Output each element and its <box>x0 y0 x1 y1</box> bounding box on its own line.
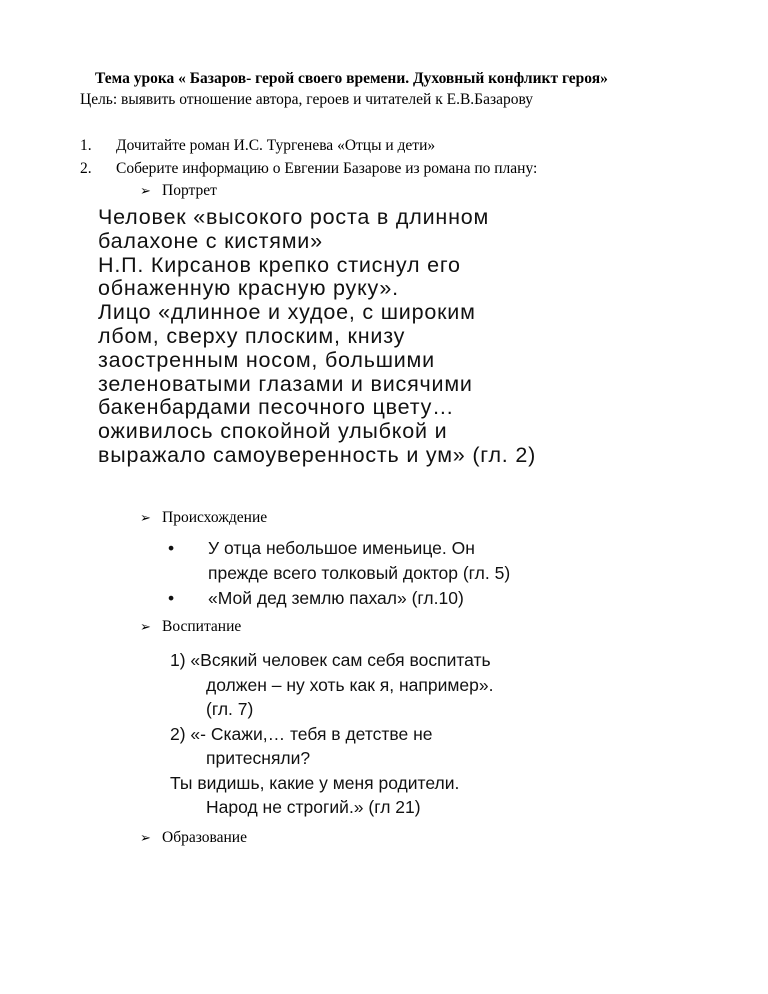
section-schooling-heading <box>140 829 247 847</box>
item-line: У отца небольшое именьице. Он <box>208 538 475 558</box>
quote-line: притесняли? <box>206 748 311 768</box>
arrowhead-bullet-icon: ➢ <box>140 183 151 198</box>
arrowhead-bullet-icon: ➢ <box>140 830 151 845</box>
quote-line: оживилось спокойной улыбкой и <box>98 419 448 444</box>
portrait-quote <box>98 206 536 468</box>
task-text: Дочитайте роман И.С. Тургенева «Отцы и дети» <box>116 137 436 154</box>
quote-line: зеленоватыми глазами и висячими <box>98 371 473 396</box>
quote-line: Народ не строгий.» (гл 21) <box>206 797 421 817</box>
item-line: «Мой дед землю пахал» (гл.10) <box>208 588 464 608</box>
task-number: 1. <box>80 137 92 154</box>
quote-line: Ты видишь, какие у меня родители. <box>170 772 460 793</box>
task-1 <box>80 137 435 155</box>
list-item <box>168 586 510 611</box>
quote-line: Н.П. Кирсанов крепко стиснул его <box>98 252 461 277</box>
task-number: 2. <box>80 160 92 177</box>
section-portrait-heading <box>140 182 217 200</box>
task-text: Соберите информацию о Евгении Базарове из романа по плану: <box>116 160 538 177</box>
origin-quote <box>168 536 510 611</box>
quote-line: лбом, сверху плоским, книзу <box>98 323 406 348</box>
quote-line: 2) «- Скажи,… тебя в детстве не <box>170 723 433 744</box>
quote-line: заостренным носом, большими <box>98 347 435 372</box>
section-label: Происхождение <box>162 509 268 526</box>
arrowhead-bullet-icon: ➢ <box>140 510 151 525</box>
item-line: прежде всего толковый доктор (гл. 5) <box>208 563 511 583</box>
bullet-dot-icon: • <box>168 538 175 558</box>
section-label: Образование <box>162 829 247 846</box>
list-item <box>168 536 510 561</box>
bullet-dot-icon: • <box>168 588 175 608</box>
quote-line: Человек «высокого роста в длинном <box>98 205 490 229</box>
section-label: Воспитание <box>162 618 242 635</box>
lesson-title: Тема урока « Базаров- герой своего времени. Духовный конфликт героя» <box>95 70 608 87</box>
quote-line: бакенбардами песочного цвету… <box>98 395 455 420</box>
section-origin-heading <box>140 509 267 527</box>
quote-line: (гл. 7) <box>206 699 254 719</box>
list-item-continuation <box>168 561 510 586</box>
quote-line: балахоне с кистями» <box>98 228 323 253</box>
section-education-heading <box>140 618 241 636</box>
arrowhead-bullet-icon: ➢ <box>140 619 151 634</box>
lesson-goal: Цель: выявить отношение автора, героев и читателей к Е.В.Базарову <box>80 91 534 108</box>
quote-line: Лицо «длинное и худое, с широким <box>98 300 476 325</box>
quote-line: 1) «Всякий человек сам себя воспитать <box>170 650 491 670</box>
quote-line: должен – ну хоть как я, например». <box>206 674 494 695</box>
education-quote <box>170 648 493 820</box>
quote-line: выражало самоуверенность и ум» (гл. 2) <box>98 442 537 467</box>
task-2 <box>80 160 537 178</box>
section-label: Портрет <box>162 182 217 199</box>
quote-line: обнаженную красную руку». <box>98 276 399 301</box>
